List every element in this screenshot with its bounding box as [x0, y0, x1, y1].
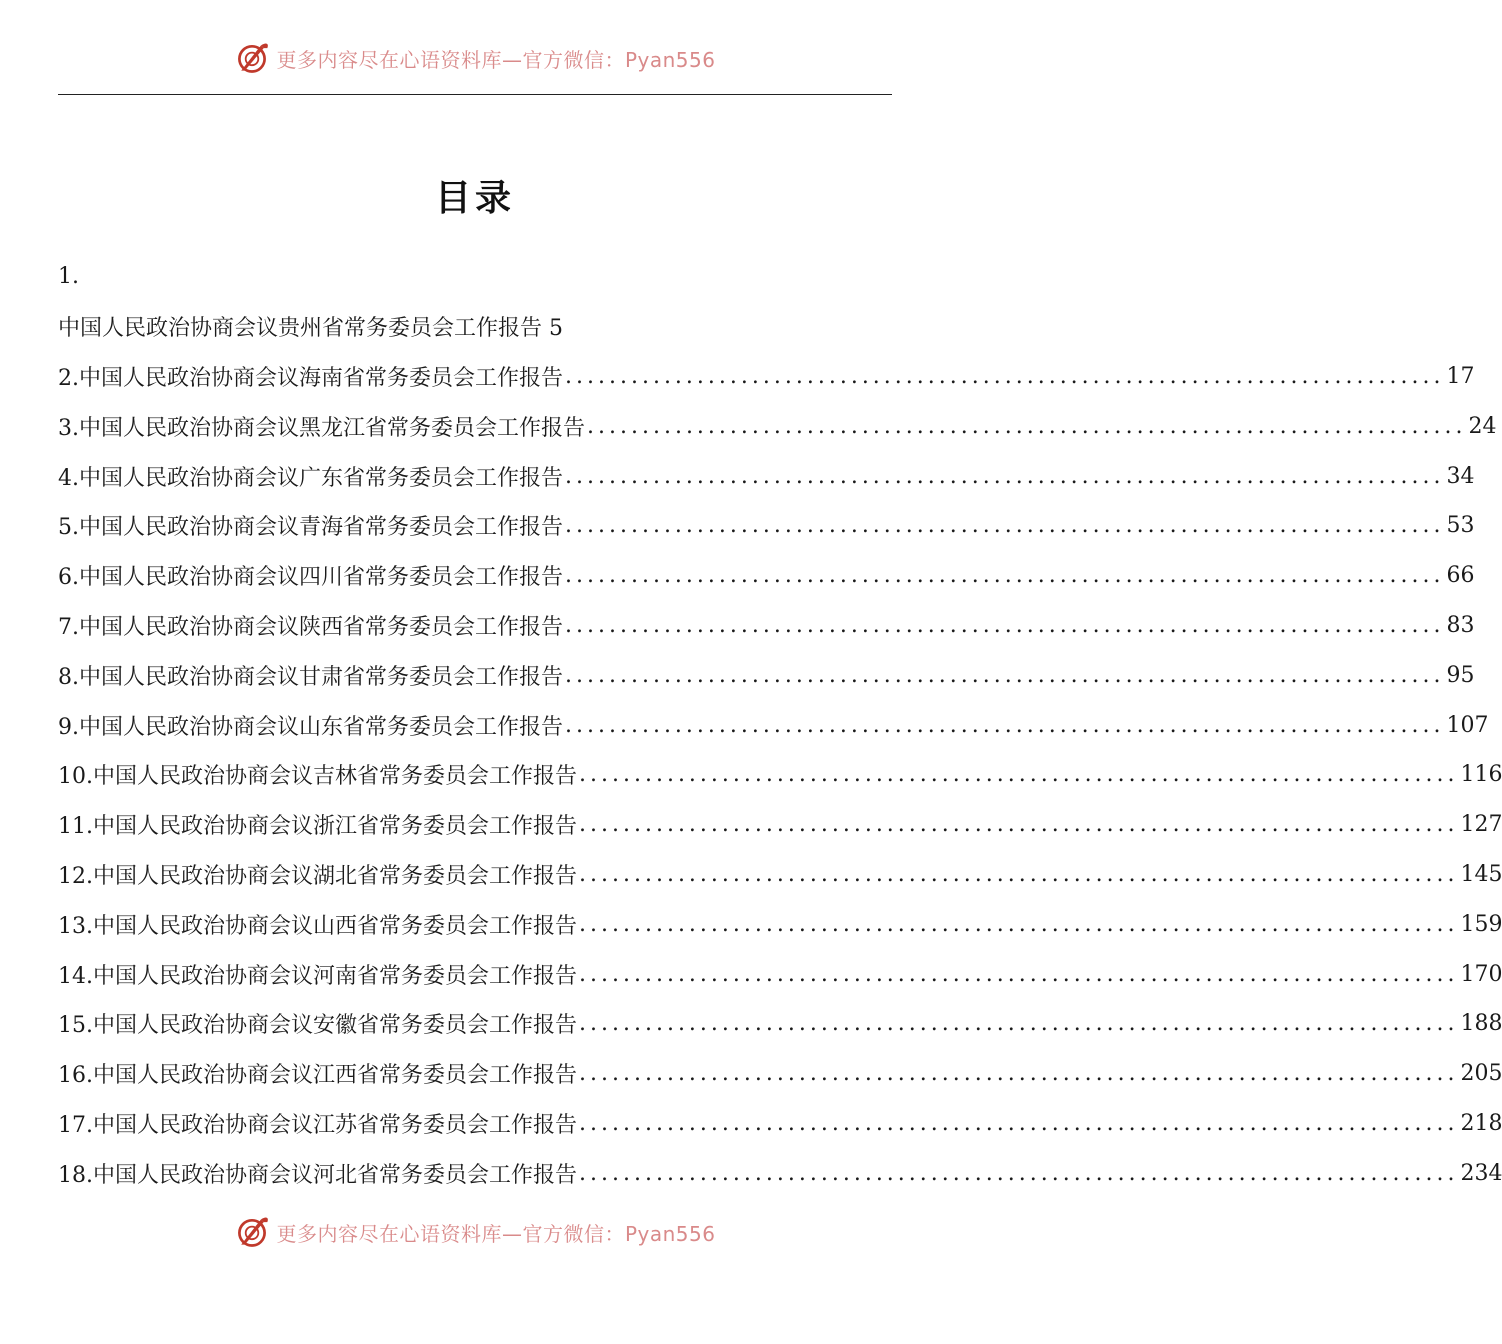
toc-entry[interactable] — [58, 1049, 1502, 1099]
toc-entry[interactable] — [58, 700, 1489, 750]
toc-entry[interactable] — [58, 551, 1475, 601]
toc-leader-dots: ................................................................................ — [565, 513, 1445, 539]
toc-first-entry — [58, 302, 892, 352]
toc-entry-page: 83 — [1446, 612, 1475, 638]
toc-leader-dots: ................................................................................ — [579, 762, 1459, 788]
toc-entry[interactable] — [58, 999, 1502, 1049]
toc-entry-label: 9.中国人民政治协商会议山东省常务委员会工作报告 — [58, 714, 563, 740]
toc-entry-page: 17 — [1446, 363, 1475, 389]
toc-entry-page: 53 — [1446, 513, 1475, 539]
toc-leader-dots: ................................................................................ — [565, 662, 1445, 688]
toc-first-number — [58, 252, 892, 302]
toc-entry-page: 107 — [1446, 712, 1489, 738]
toc-entry-label: 10.中国人民政治协商会议吉林省常务委员会工作报告 — [58, 764, 577, 790]
toc-entry[interactable] — [58, 850, 1502, 900]
toc-entry-page: 205 — [1460, 1061, 1502, 1087]
toc-leader-dots: ................................................................................ — [565, 563, 1445, 589]
toc-entry-page: 66 — [1446, 563, 1475, 589]
toc-entry[interactable] — [58, 601, 1475, 651]
toc-entry-label: 18.中国人民政治协商会议河北省常务委员会工作报告 — [58, 1162, 577, 1188]
toc-leader-dots: ................................................................................ — [579, 911, 1459, 937]
table-of-contents — [58, 252, 1502, 1198]
toc-entry-label: 17.中国人民政治协商会议江苏省常务委员会工作报告 — [58, 1112, 577, 1138]
toc-entry-label: 5.中国人民政治协商会议青海省常务委员会工作报告 — [58, 515, 563, 541]
header-banner-text: 更多内容尽在心语资料库—官方微信：Pyan556 — [276, 47, 716, 72]
toc-entry-label: 14.中国人民政治协商会议河南省常务委员会工作报告 — [58, 963, 577, 989]
toc-leader-dots: ................................................................................ — [565, 612, 1445, 638]
toc-leader-dots: ................................................................................ — [587, 413, 1467, 439]
toc-entry-page: 127 — [1460, 812, 1502, 838]
toc-entry-label: 15.中国人民政治协商会议安徽省常务委员会工作报告 — [58, 1013, 577, 1039]
toc-leader-dots: ................................................................................ — [579, 1011, 1459, 1037]
header-banner — [0, 38, 950, 78]
toc-leader-dots: ................................................................................ — [579, 961, 1459, 987]
toc-entry[interactable] — [58, 1099, 1502, 1149]
toc-entry[interactable] — [58, 650, 1475, 700]
quill-logo-icon — [234, 40, 270, 76]
toc-entry-label: 2.中国人民政治协商会议海南省常务委员会工作报告 — [58, 365, 563, 391]
footer-banner-text: 更多内容尽在心语资料库—官方微信：Pyan556 — [276, 1221, 716, 1246]
quill-logo-icon — [234, 1214, 270, 1250]
toc-entry-label: 12.中国人民政治协商会议湖北省常务委员会工作报告 — [58, 863, 577, 889]
toc-entry-page: 159 — [1460, 911, 1502, 937]
toc-first-entry-label: 中国人民政治协商会议贵州省常务委员会工作报告 5 — [58, 316, 563, 342]
toc-entry-label: 7.中国人民政治协商会议陕西省常务委员会工作报告 — [58, 614, 563, 640]
toc-entry-label: 6.中国人民政治协商会议四川省常务委员会工作报告 — [58, 565, 563, 591]
toc-entry-page: 234 — [1460, 1160, 1502, 1186]
toc-entry-label: 16.中国人民政治协商会议江西省常务委员会工作报告 — [58, 1063, 577, 1089]
toc-entry[interactable] — [58, 800, 1502, 850]
footer-banner — [0, 1212, 950, 1252]
page-title: 目录 — [434, 177, 515, 219]
toc-entry-label: 11.中国人民政治协商会议浙江省常务委员会工作报告 — [58, 814, 577, 840]
toc-entry-list — [58, 352, 1502, 1199]
toc-entry[interactable] — [58, 352, 1475, 402]
toc-entry-label: 4.中国人民政治协商会议广东省常务委员会工作报告 — [58, 465, 563, 491]
header-rule — [58, 94, 892, 95]
toc-entry-page: 170 — [1460, 961, 1502, 987]
toc-leader-dots: ................................................................................ — [579, 812, 1459, 838]
toc-entry-label: 13.中国人民政治协商会议山西省常务委员会工作报告 — [58, 913, 577, 939]
toc-entry-page: 116 — [1460, 762, 1502, 788]
toc-entry-page: 24 — [1468, 413, 1497, 439]
toc-entry-label: 3.中国人民政治协商会议黑龙江省常务委员会工作报告 — [58, 415, 585, 441]
toc-leader-dots: ................................................................................ — [579, 1160, 1459, 1186]
toc-leader-dots: ................................................................................ — [565, 463, 1445, 489]
toc-entry-page: 218 — [1460, 1110, 1502, 1136]
toc-entry[interactable] — [58, 899, 1502, 949]
toc-entry[interactable] — [58, 501, 1475, 551]
toc-leader-dots: ................................................................................ — [579, 1061, 1459, 1087]
toc-leader-dots: ................................................................................ — [579, 861, 1459, 887]
toc-entry-page: 188 — [1460, 1011, 1502, 1037]
toc-entry[interactable] — [58, 750, 1502, 800]
toc-entry-page: 95 — [1446, 662, 1475, 688]
toc-leader-dots: ................................................................................ — [579, 1110, 1459, 1136]
toc-entry[interactable] — [58, 949, 1502, 999]
toc-leader-dots: ................................................................................ — [565, 363, 1445, 389]
toc-entry-label: 8.中国人民政治协商会议甘肃省常务委员会工作报告 — [58, 664, 563, 690]
toc-entry-page: 34 — [1446, 463, 1475, 489]
toc-entry[interactable] — [58, 401, 1497, 451]
toc-entry[interactable] — [58, 451, 1475, 501]
toc-entry[interactable] — [58, 1148, 1502, 1198]
toc-first-number-label: 1. — [58, 264, 79, 290]
toc-entry-page: 145 — [1460, 861, 1502, 887]
toc-leader-dots: ................................................................................ — [565, 712, 1445, 738]
